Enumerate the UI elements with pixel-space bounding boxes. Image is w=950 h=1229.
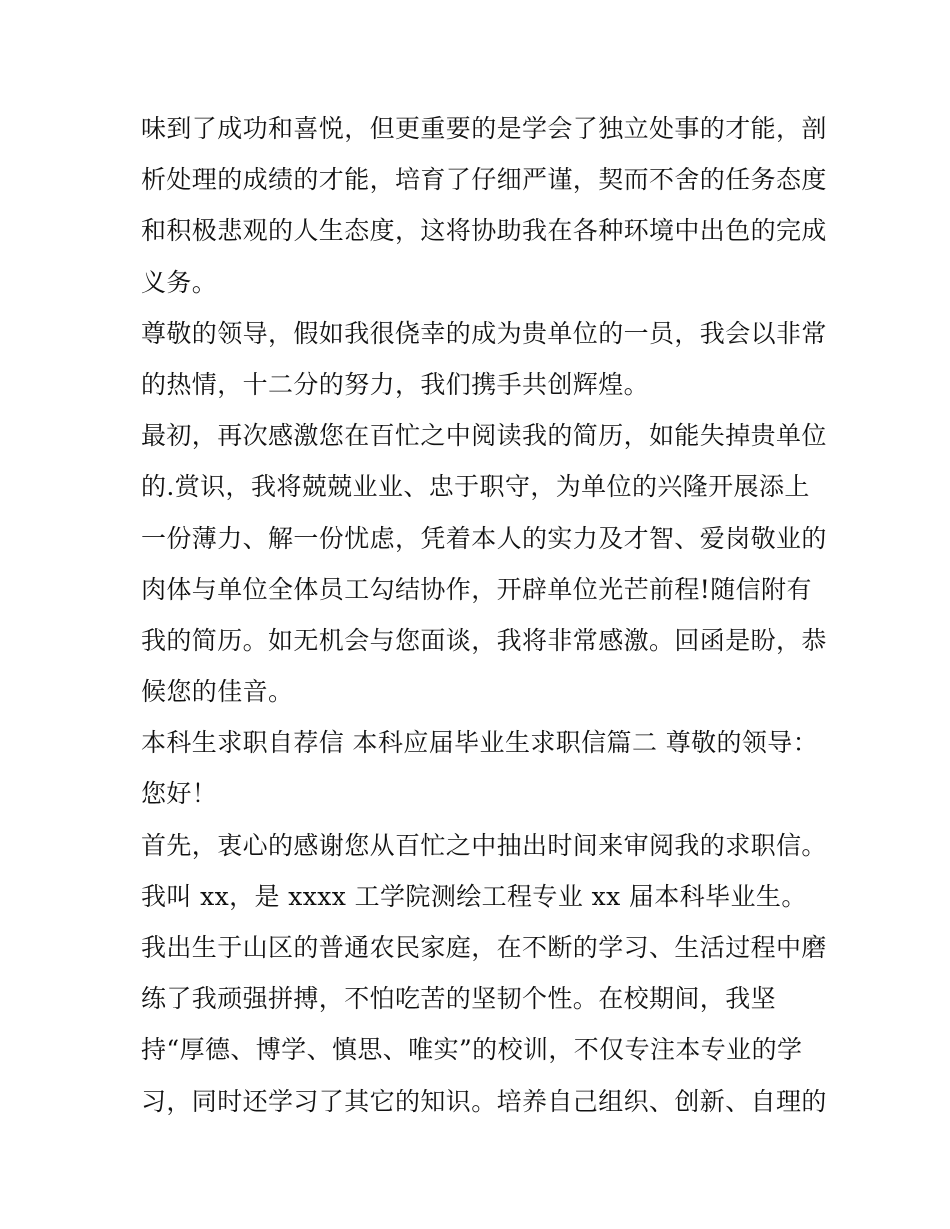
- text-line: 练了我顽强拼搏，不怕吃苦的坚韧个性。在校期间，我坚: [141, 984, 777, 1014]
- text-line: 候您的佳音。: [141, 677, 294, 707]
- text-line: 我叫 xx，是 xxxx 工学院测绘工程专业 xx 届本科毕业生。: [141, 881, 807, 911]
- text-line: 习，同时还学习了其它的知识。培养自己组织、创新、自理的: [141, 1086, 827, 1116]
- text-line: 义务。: [141, 267, 218, 297]
- section-heading-line: 本科生求职自荐信 本科应届毕业生求职信篇二 尊敬的领导：: [141, 728, 819, 758]
- text-line: 和积极悲观的人生态度，这将协助我在各种环境中出色的完成: [141, 216, 827, 246]
- document-body: [141, 103, 827, 1127]
- text-line: 一份薄力、解一份忧虑，凭着本人的实力及才智、爱岗敬业的: [141, 523, 827, 553]
- text-line: 持“厚德、博学、慎思、唯实”的校训，不仅专注本专业的学: [141, 1035, 803, 1065]
- text-line: 最初，再次感激您在百忙之中阅读我的简历，如能失掉贵单位: [141, 421, 827, 451]
- text-line: 尊敬的领导，假如我很侥幸的成为贵单位的一员，我会以非常: [141, 318, 827, 348]
- text-line: 的.赏识，我将兢兢业业、忠于职守，为单位的兴隆开展添上: [141, 472, 810, 502]
- text-line: 肉体与单位全体员工勾结协作，开辟单位光芒前程!随信附有: [141, 574, 812, 604]
- text-line: 首先，衷心的感谢您从百忙之中抽出时间来审阅我的求职信。: [141, 830, 827, 860]
- greeting-line: 您好！: [141, 779, 218, 809]
- text-line: 的热情，十二分的努力，我们携手共创辉煌。: [141, 369, 650, 399]
- text-line: 析处理的成绩的才能，培育了仔细严谨，契而不舍的任务态度: [141, 165, 827, 195]
- text-line: 我出生于山区的普通农民家庭，在不断的学习、生活过程中磨: [141, 933, 827, 962]
- text-line: 味到了成功和喜悦，但更重要的是学会了独立处事的才能，剖: [141, 114, 827, 143]
- text-line: 我的简历。如无机会与您面谈，我将非常感激。回函是盼，恭: [141, 625, 827, 655]
